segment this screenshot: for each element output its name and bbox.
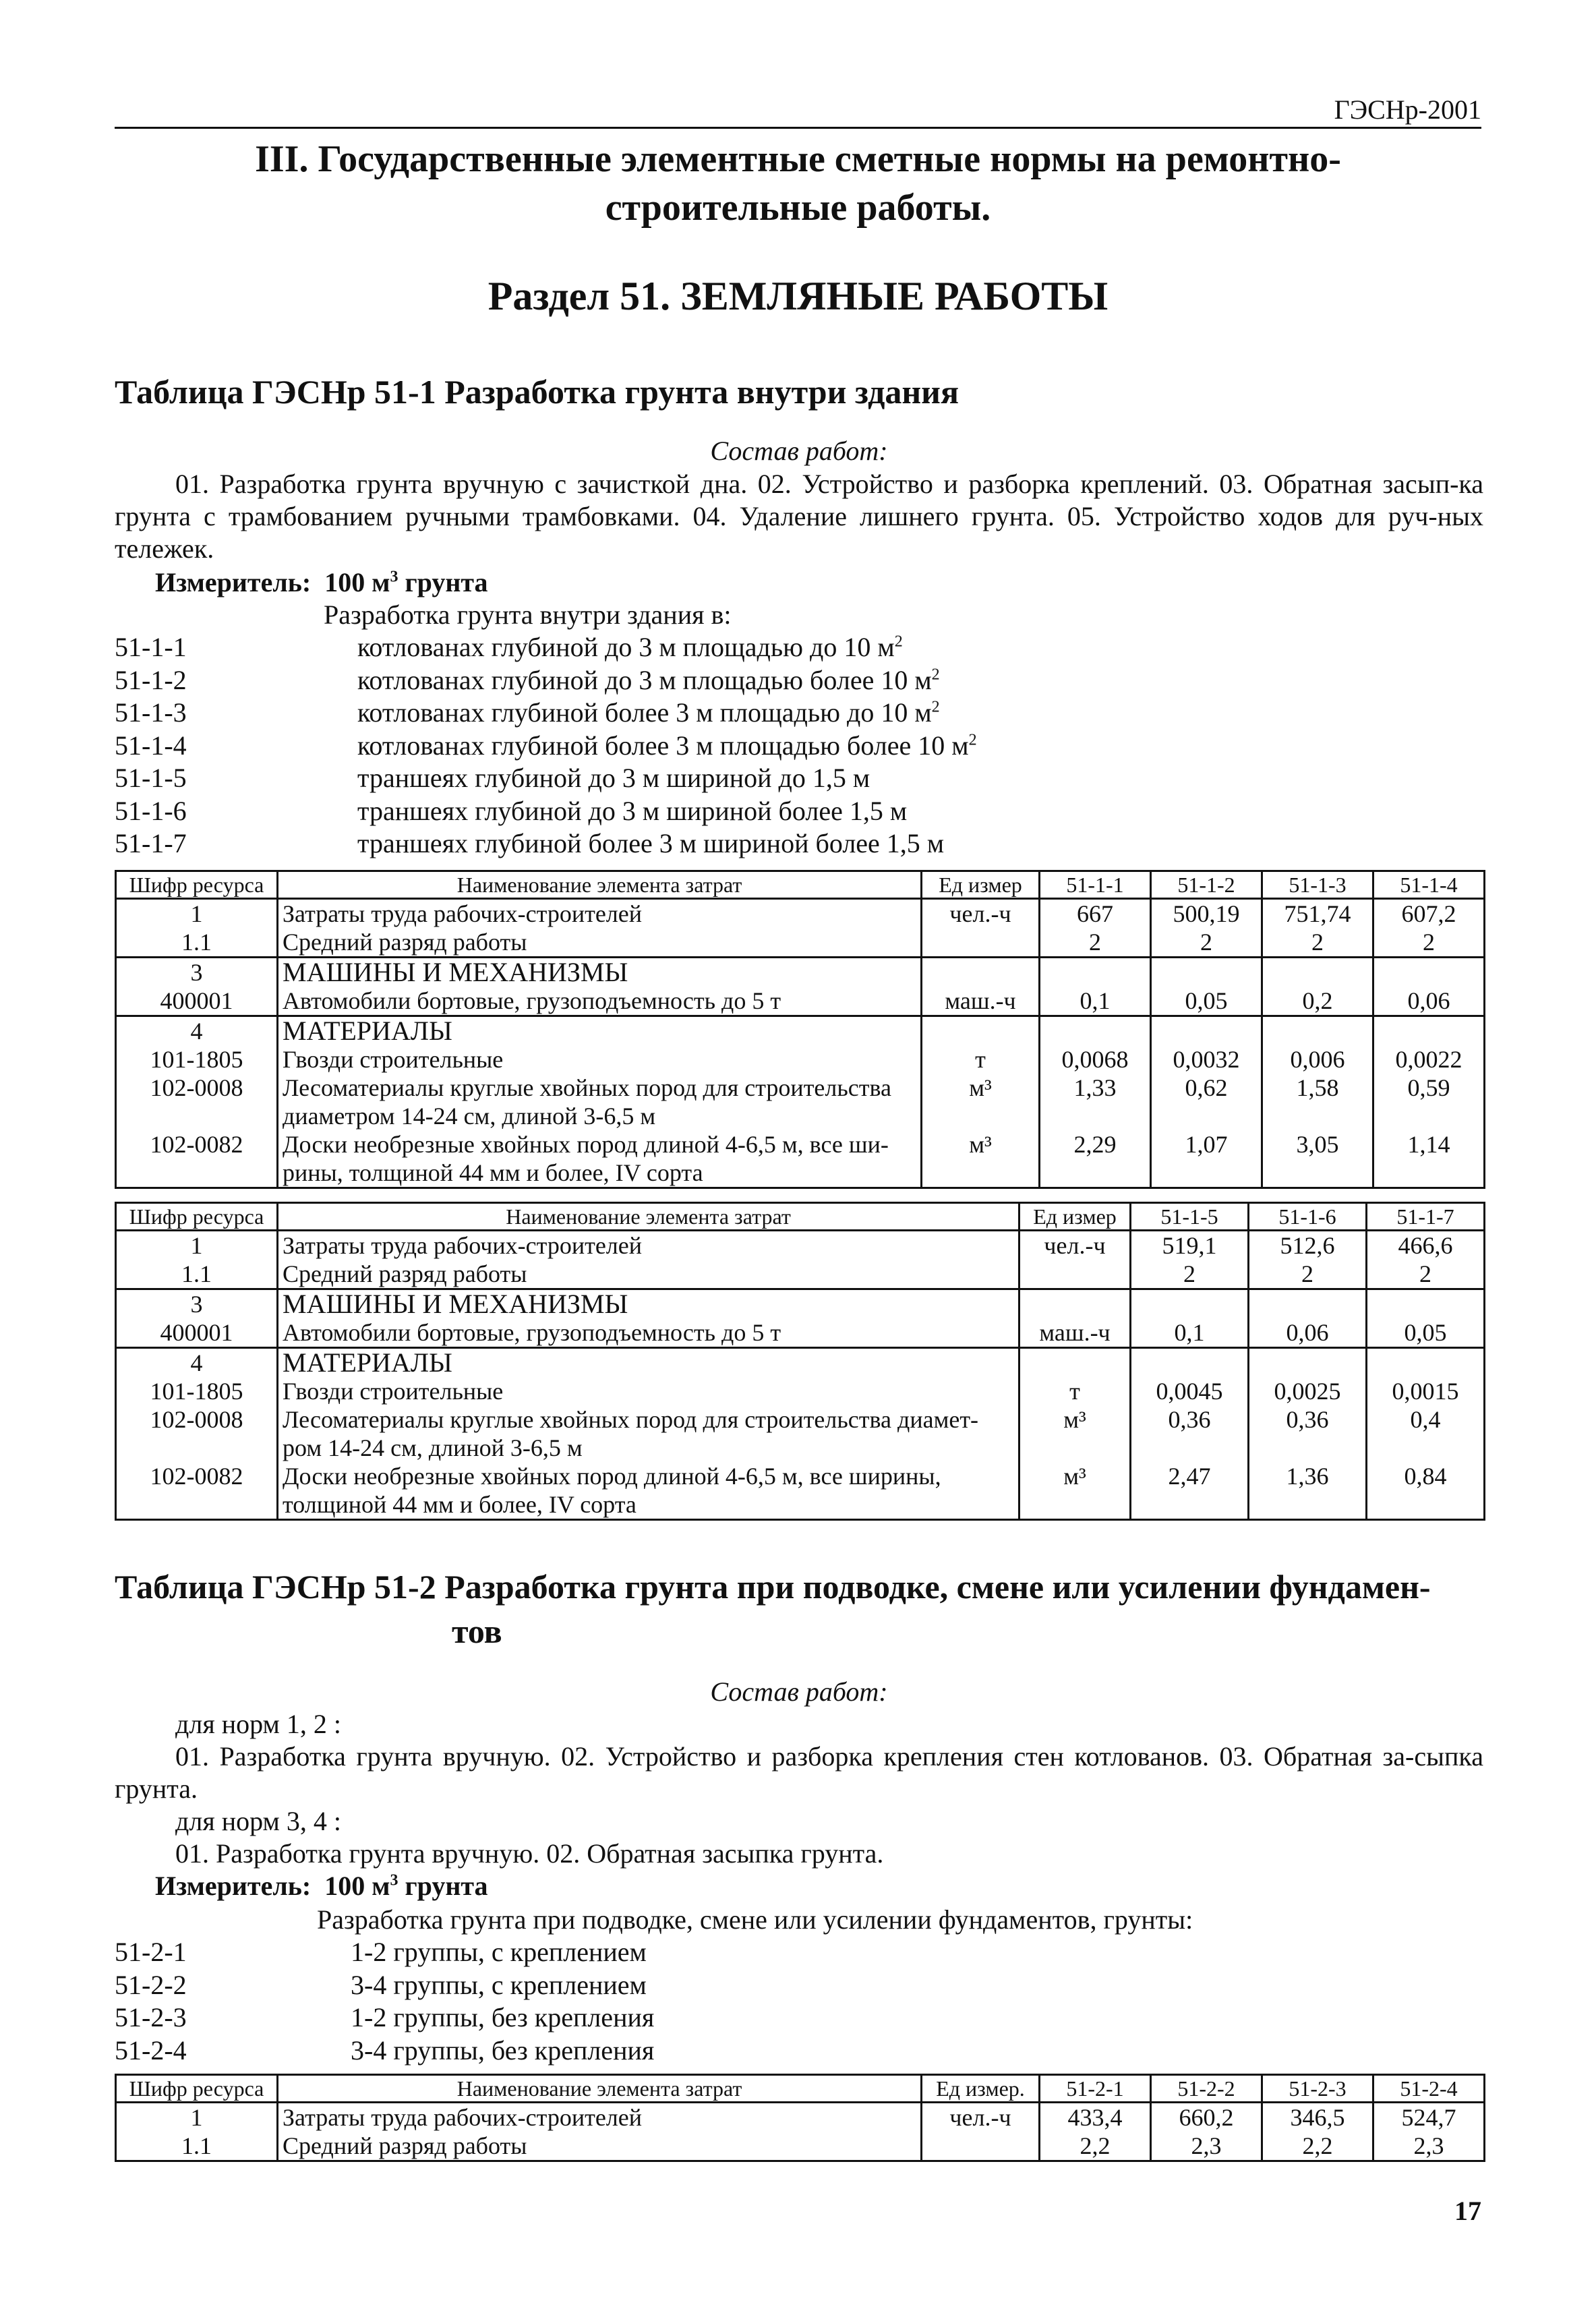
- header-row: [116, 2075, 1485, 2103]
- unit-of-measure: [922, 958, 1040, 987]
- unit-superscript: 2: [931, 666, 940, 684]
- column-header: Наименование элемента затрат: [278, 2075, 922, 2103]
- table1-code-list: [115, 631, 1483, 860]
- part-title-line-2: строительные работы.: [605, 187, 991, 229]
- norm-value: 2,3: [1373, 2132, 1485, 2161]
- cost-element-name: Затраты труда рабочих-строителей: [278, 899, 922, 929]
- resource-code: 3: [116, 1289, 278, 1319]
- column-header: Ед измер.: [922, 2075, 1040, 2103]
- norm-value: 466,6: [1367, 1231, 1485, 1260]
- resource-code: 3: [116, 958, 278, 987]
- norm-description: [357, 827, 944, 860]
- norm-value: [1040, 1016, 1151, 1046]
- norm-description: [357, 730, 977, 763]
- norm-code: 51-2-3: [115, 2002, 187, 2032]
- table1-grid-b: [115, 1202, 1485, 1521]
- code-list-item: [115, 827, 1483, 860]
- code-list-item: [115, 1969, 1483, 2002]
- norm-code: 51-1-7: [115, 828, 187, 858]
- norm-code: 51-1-6: [115, 795, 187, 826]
- unit-superscript: 2: [968, 731, 977, 749]
- norm-code: 51-1-5: [115, 763, 187, 793]
- norm-value: 0,05: [1151, 987, 1262, 1016]
- resource-code: 4: [116, 1016, 278, 1046]
- cost-element-name: МАШИНЫ И МЕХАНИЗМЫ: [278, 958, 922, 987]
- norm-value: 2,47: [1131, 1462, 1249, 1520]
- meter-sup: 3: [390, 1871, 398, 1890]
- meter-sup: 3: [390, 568, 398, 586]
- table-row: [116, 1045, 1485, 1074]
- table-row: [116, 1231, 1485, 1260]
- column-header: 51-1-7: [1367, 1203, 1485, 1231]
- table-row: [116, 1016, 1485, 1046]
- norm-description-text: котлованах глубиной до 3 м площадью до 10 м: [357, 632, 895, 662]
- cost-element-name: МАШИНЫ И МЕХАНИЗМЫ: [278, 1289, 1019, 1319]
- norm-value: 1,36: [1249, 1462, 1367, 1520]
- table1-grid-a: [115, 870, 1485, 1189]
- norm-value: 2: [1249, 1260, 1367, 1289]
- unit-of-measure: маш.-ч: [922, 987, 1040, 1016]
- table-row: [116, 958, 1485, 987]
- column-header: 51-1-5: [1131, 1203, 1249, 1231]
- resource-code: 1: [116, 899, 278, 929]
- norm-description-text: котлованах глубиной более 3 м площадью более 10 м: [357, 730, 969, 761]
- norm-value: 524,7: [1373, 2103, 1485, 2132]
- meter-unit: грунта: [398, 567, 488, 597]
- table1-composition-label: Состав работ:: [710, 436, 888, 466]
- cost-element-name: МАТЕРИАЛЫ: [278, 1348, 1019, 1378]
- norm-value: 0,1: [1040, 987, 1151, 1016]
- resource-code: 1: [116, 2103, 278, 2132]
- norm-value: 607,2: [1373, 899, 1485, 929]
- meter-value: 100 м: [324, 1871, 390, 1901]
- norm-value: [1131, 1289, 1249, 1319]
- norm-value: [1131, 1348, 1249, 1378]
- norm-value: 2: [1040, 928, 1151, 958]
- unit-of-measure: м³: [922, 1074, 1040, 1130]
- table-row: [116, 1405, 1485, 1462]
- norm-value: 3,05: [1262, 1130, 1373, 1188]
- unit-of-measure: [922, 2132, 1040, 2161]
- cost-element-name: Гвозди строительные: [278, 1377, 1019, 1405]
- norm-description: [357, 631, 903, 664]
- norm-value: [1367, 1289, 1485, 1319]
- norm-description-text: 3-4 группы, с креплением: [351, 1969, 647, 2000]
- unit-of-measure: чел.-ч: [1019, 1231, 1131, 1260]
- norm-description-text: траншеях глубиной более 3 м шириной более 1,5 м: [357, 828, 945, 858]
- norm-code: 51-1-1: [115, 632, 187, 662]
- table-row: [116, 1462, 1485, 1520]
- norm-value: 0,84: [1367, 1462, 1485, 1520]
- cost-element-name: Средний разряд работы: [278, 928, 922, 958]
- code-list-item: [115, 762, 1483, 795]
- table-row: [116, 987, 1485, 1016]
- column-header: Наименование элемента затрат: [278, 1203, 1019, 1231]
- norm-value: 660,2: [1151, 2103, 1262, 2132]
- header-row: [116, 871, 1485, 899]
- norm-value: 2: [1373, 928, 1485, 958]
- norm-value: [1262, 958, 1373, 987]
- resource-code: 102-0082: [116, 1462, 278, 1520]
- norm-value: 0,06: [1373, 987, 1485, 1016]
- norm-value: 0,4: [1367, 1405, 1485, 1462]
- table2-norms-34-label: для норм 3, 4 :: [175, 1806, 341, 1836]
- unit-of-measure: маш.-ч: [1019, 1318, 1131, 1348]
- cost-element-name: МАТЕРИАЛЫ: [278, 1016, 922, 1046]
- column-header: 51-1-4: [1373, 871, 1485, 899]
- norm-value: [1151, 1016, 1262, 1046]
- unit-of-measure: чел.-ч: [922, 899, 1040, 929]
- unit-of-measure: [1019, 1348, 1131, 1378]
- unit-of-measure: м³: [1019, 1462, 1131, 1520]
- norm-value: [1262, 1016, 1373, 1046]
- table2-norms-12-label: для норм 1, 2 :: [175, 1709, 341, 1739]
- column-header: 51-1-6: [1249, 1203, 1367, 1231]
- norm-description-text: траншеях глубиной до 3 м шириной до 1,5 м: [357, 763, 870, 793]
- norm-value: 0,59: [1373, 1074, 1485, 1130]
- column-header: 51-1-1: [1040, 871, 1151, 899]
- norm-value: 0,1: [1131, 1318, 1249, 1348]
- resource-code: 101-1805: [116, 1045, 278, 1074]
- meter-unit: грунта: [398, 1871, 488, 1901]
- resource-code: 101-1805: [116, 1377, 278, 1405]
- resource-code: 400001: [116, 987, 278, 1016]
- table2-title-line-2: тов: [452, 1612, 502, 1650]
- table1-composition-text: 01. Разработка грунта вручную с зачисткой дна. 02. Устройство и разборка креплений. 03. Обратная засып-ка грунта с трамбованием ручными трамбовками. 04. Удаление лишнего грунта. 05. Устройство ходов для руч-ных тележек.: [115, 469, 1483, 564]
- resource-code: 4: [116, 1348, 278, 1378]
- code-list-item: [115, 795, 1483, 828]
- table2-composition-label: Состав работ:: [710, 1676, 888, 1707]
- unit-of-measure: т: [1019, 1377, 1131, 1405]
- column-header: Наименование элемента затрат: [278, 871, 922, 899]
- norm-value: 2,2: [1262, 2132, 1373, 2161]
- norm-value: 1,33: [1040, 1074, 1151, 1130]
- norm-value: 0,62: [1151, 1074, 1262, 1130]
- unit-of-measure: [922, 928, 1040, 958]
- norm-value: [1367, 1348, 1485, 1378]
- norm-description-text: траншеях глубиной до 3 м шириной более 1,5 м: [357, 795, 908, 826]
- norm-value: 0,0045: [1131, 1377, 1249, 1405]
- norm-value: 500,19: [1151, 899, 1262, 929]
- cost-element-name: Доски необрезные хвойных пород длиной 4-6,5 м, все ши-рины, толщиной 44 мм и более, IV сорта: [278, 1130, 922, 1188]
- norm-description-text: 1-2 группы, без крепления: [351, 2002, 655, 2032]
- table-row: [116, 1074, 1485, 1130]
- cost-element-name: Автомобили бортовые, грузоподъемность до 5 т: [278, 987, 922, 1016]
- norm-description: [357, 795, 907, 828]
- unit-of-measure: [1019, 1289, 1131, 1319]
- table-row: [116, 1289, 1485, 1319]
- norm-description: [357, 664, 940, 697]
- code-list-item: [115, 631, 1483, 664]
- cost-element-name: Средний разряд работы: [278, 1260, 1019, 1289]
- table2-norms-34-text: 01. Разработка грунта вручную. 02. Обратная засыпка грунта.: [175, 1838, 884, 1869]
- norm-description: [351, 2001, 654, 2035]
- resource-code: 1.1: [116, 928, 278, 958]
- resource-code: 102-0008: [116, 1074, 278, 1130]
- resource-code: 1.1: [116, 1260, 278, 1289]
- table-row: [116, 1260, 1485, 1289]
- table2-meter: [155, 1870, 488, 1902]
- resource-code: 400001: [116, 1318, 278, 1348]
- norm-value: 1,58: [1262, 1074, 1373, 1130]
- resource-code: 102-0008: [116, 1405, 278, 1462]
- norm-value: [1040, 958, 1151, 987]
- norm-description-text: котлованах глубиной более 3 м площадью до 10 м: [357, 697, 932, 728]
- table1-title: Таблица ГЭСНр 51-1 Разработка грунта внутри здания: [115, 373, 959, 411]
- norm-description: [351, 1969, 647, 2002]
- cost-element-name: Доски необрезные хвойных пород длиной 4-6,5 м, все ширины, толщиной 44 мм и более, IV сорта: [278, 1462, 1019, 1520]
- column-header: 51-1-3: [1262, 871, 1373, 899]
- norm-value: 667: [1040, 899, 1151, 929]
- norm-code: 51-1-4: [115, 730, 187, 761]
- code-list-item: [115, 664, 1483, 697]
- norm-description-text: 1-2 группы, с креплением: [351, 1937, 647, 1967]
- table-row: [116, 899, 1485, 929]
- resource-code: 102-0082: [116, 1130, 278, 1188]
- norm-value: 0,006: [1262, 1045, 1373, 1074]
- resource-code: 1.1: [116, 2132, 278, 2161]
- norm-value: [1249, 1289, 1367, 1319]
- header-row: [116, 1203, 1485, 1231]
- norm-value: 2,3: [1151, 2132, 1262, 2161]
- table-row: [116, 1377, 1485, 1405]
- norm-value: 0,06: [1249, 1318, 1367, 1348]
- section-title: Раздел 51. ЗЕМЛЯНЫЕ РАБОТЫ: [487, 274, 1109, 318]
- column-header: 51-1-2: [1151, 871, 1262, 899]
- meter-value: 100 м: [324, 567, 390, 597]
- unit-of-measure: [922, 1016, 1040, 1046]
- norm-value: 2: [1367, 1260, 1485, 1289]
- table-row: [116, 928, 1485, 958]
- code-list-item: [115, 2035, 1483, 2068]
- norm-description-text: котлованах глубиной до 3 м площадью более 10 м: [357, 664, 932, 695]
- cost-element-name: Затраты труда рабочих-строителей: [278, 1231, 1019, 1260]
- norm-value: 0,0032: [1151, 1045, 1262, 1074]
- table-row: [116, 2103, 1485, 2132]
- column-header: 51-2-2: [1151, 2075, 1262, 2103]
- code-list-item: [115, 730, 1483, 763]
- norm-description: [357, 762, 870, 795]
- table1-list-heading: Разработка грунта внутри здания в:: [324, 599, 732, 630]
- cost-element-name: Лесоматериалы круглые хвойных пород для строительства диаметром 14-24 см, длиной 3-6,5 м: [278, 1074, 922, 1130]
- unit-of-measure: чел.-ч: [922, 2103, 1040, 2132]
- part-title-line-1: III. Государственные элементные сметные нормы на ремонтно-: [255, 138, 1341, 180]
- part-title: [115, 135, 1481, 232]
- code-list-item: [115, 2001, 1483, 2035]
- cost-element-name: Средний разряд работы: [278, 2132, 922, 2161]
- column-header: 51-2-4: [1373, 2075, 1485, 2103]
- column-header: Ед измер: [1019, 1203, 1131, 1231]
- norm-value: 2: [1151, 928, 1262, 958]
- doc-code: ГЭСНр-2001: [1334, 94, 1481, 125]
- table2-code-list: [115, 1936, 1483, 2067]
- table-row: [116, 1130, 1485, 1188]
- norm-value: 0,36: [1249, 1405, 1367, 1462]
- norm-value: [1249, 1348, 1367, 1378]
- norm-value: 519,1: [1131, 1231, 1249, 1260]
- meter-label: Измеритель:: [155, 567, 312, 597]
- norm-value: [1151, 958, 1262, 987]
- cost-element-name: Лесоматериалы круглые хвойных пород для строительства диамет-ром 14-24 см, длиной 3-6,5 м: [278, 1405, 1019, 1462]
- table2-title-line-1: Таблица ГЭСНр 51-2 Разработка грунта при подводке, смене или усилении фундамен-: [115, 1568, 1431, 1606]
- table-row: [116, 2132, 1485, 2161]
- norm-code: 51-2-2: [115, 1969, 187, 2000]
- norm-description: [357, 697, 940, 730]
- norm-code: 51-2-4: [115, 2035, 187, 2066]
- norm-value: 2: [1131, 1260, 1249, 1289]
- norm-value: 751,74: [1262, 899, 1373, 929]
- column-header: Ед измер: [922, 871, 1040, 899]
- norm-description: [351, 1936, 647, 1969]
- table-row: [116, 1348, 1485, 1378]
- norm-description: [351, 2035, 654, 2068]
- unit-of-measure: м³: [1019, 1405, 1131, 1462]
- norm-value: 2,2: [1040, 2132, 1151, 2161]
- norm-value: 1,14: [1373, 1130, 1485, 1188]
- table2-norms-12-text: 01. Разработка грунта вручную. 02. Устройство и разборка крепления стен котлованов. 03. Обратная за-сыпка грунта.: [115, 1741, 1483, 1804]
- cost-element-name: Автомобили бортовые, грузоподъемность до 5 т: [278, 1318, 1019, 1348]
- norm-value: 0,0015: [1367, 1377, 1485, 1405]
- unit-superscript: 2: [931, 698, 940, 716]
- norm-description-text: 3-4 группы, без крепления: [351, 2035, 655, 2066]
- resource-code: 1: [116, 1231, 278, 1260]
- norm-value: 0,0068: [1040, 1045, 1151, 1074]
- norm-value: 0,0025: [1249, 1377, 1367, 1405]
- table2-grid: [115, 2074, 1485, 2162]
- norm-value: 0,2: [1262, 987, 1373, 1016]
- norm-code: 51-1-2: [115, 664, 187, 695]
- unit-of-measure: т: [922, 1045, 1040, 1074]
- running-head: [115, 94, 1481, 129]
- norm-value: 2: [1262, 928, 1373, 958]
- table2-title: [115, 1564, 1481, 1654]
- norm-value: 0,36: [1131, 1405, 1249, 1462]
- column-header: 51-2-1: [1040, 2075, 1151, 2103]
- norm-code: 51-1-3: [115, 697, 187, 728]
- table2-list-heading: Разработка грунта при подводке, смене или усилении фундаментов, грунты:: [317, 1904, 1193, 1935]
- table-row: [116, 1318, 1485, 1348]
- norm-value: 1,07: [1151, 1130, 1262, 1188]
- meter-label: Измеритель:: [155, 1871, 312, 1901]
- unit-superscript: 2: [894, 633, 903, 651]
- norm-value: 2,29: [1040, 1130, 1151, 1188]
- norm-value: 512,6: [1249, 1231, 1367, 1260]
- unit-of-measure: м³: [922, 1130, 1040, 1188]
- column-header: Шифр ресурса: [116, 871, 278, 899]
- page-number: 17: [1454, 2196, 1481, 2226]
- norm-value: 0,0022: [1373, 1045, 1485, 1074]
- norm-value: 346,5: [1262, 2103, 1373, 2132]
- column-header: Шифр ресурса: [116, 1203, 278, 1231]
- norm-value: [1373, 1016, 1485, 1046]
- column-header: Шифр ресурса: [116, 2075, 278, 2103]
- table1-meter: [155, 566, 488, 599]
- cost-element-name: Гвозди строительные: [278, 1045, 922, 1074]
- norm-value: 0,05: [1367, 1318, 1485, 1348]
- norm-value: [1373, 958, 1485, 987]
- code-list-item: [115, 1936, 1483, 1969]
- cost-element-name: Затраты труда рабочих-строителей: [278, 2103, 922, 2132]
- unit-of-measure: [1019, 1260, 1131, 1289]
- norm-code: 51-2-1: [115, 1937, 187, 1967]
- column-header: 51-2-3: [1262, 2075, 1373, 2103]
- norm-value: 433,4: [1040, 2103, 1151, 2132]
- code-list-item: [115, 697, 1483, 730]
